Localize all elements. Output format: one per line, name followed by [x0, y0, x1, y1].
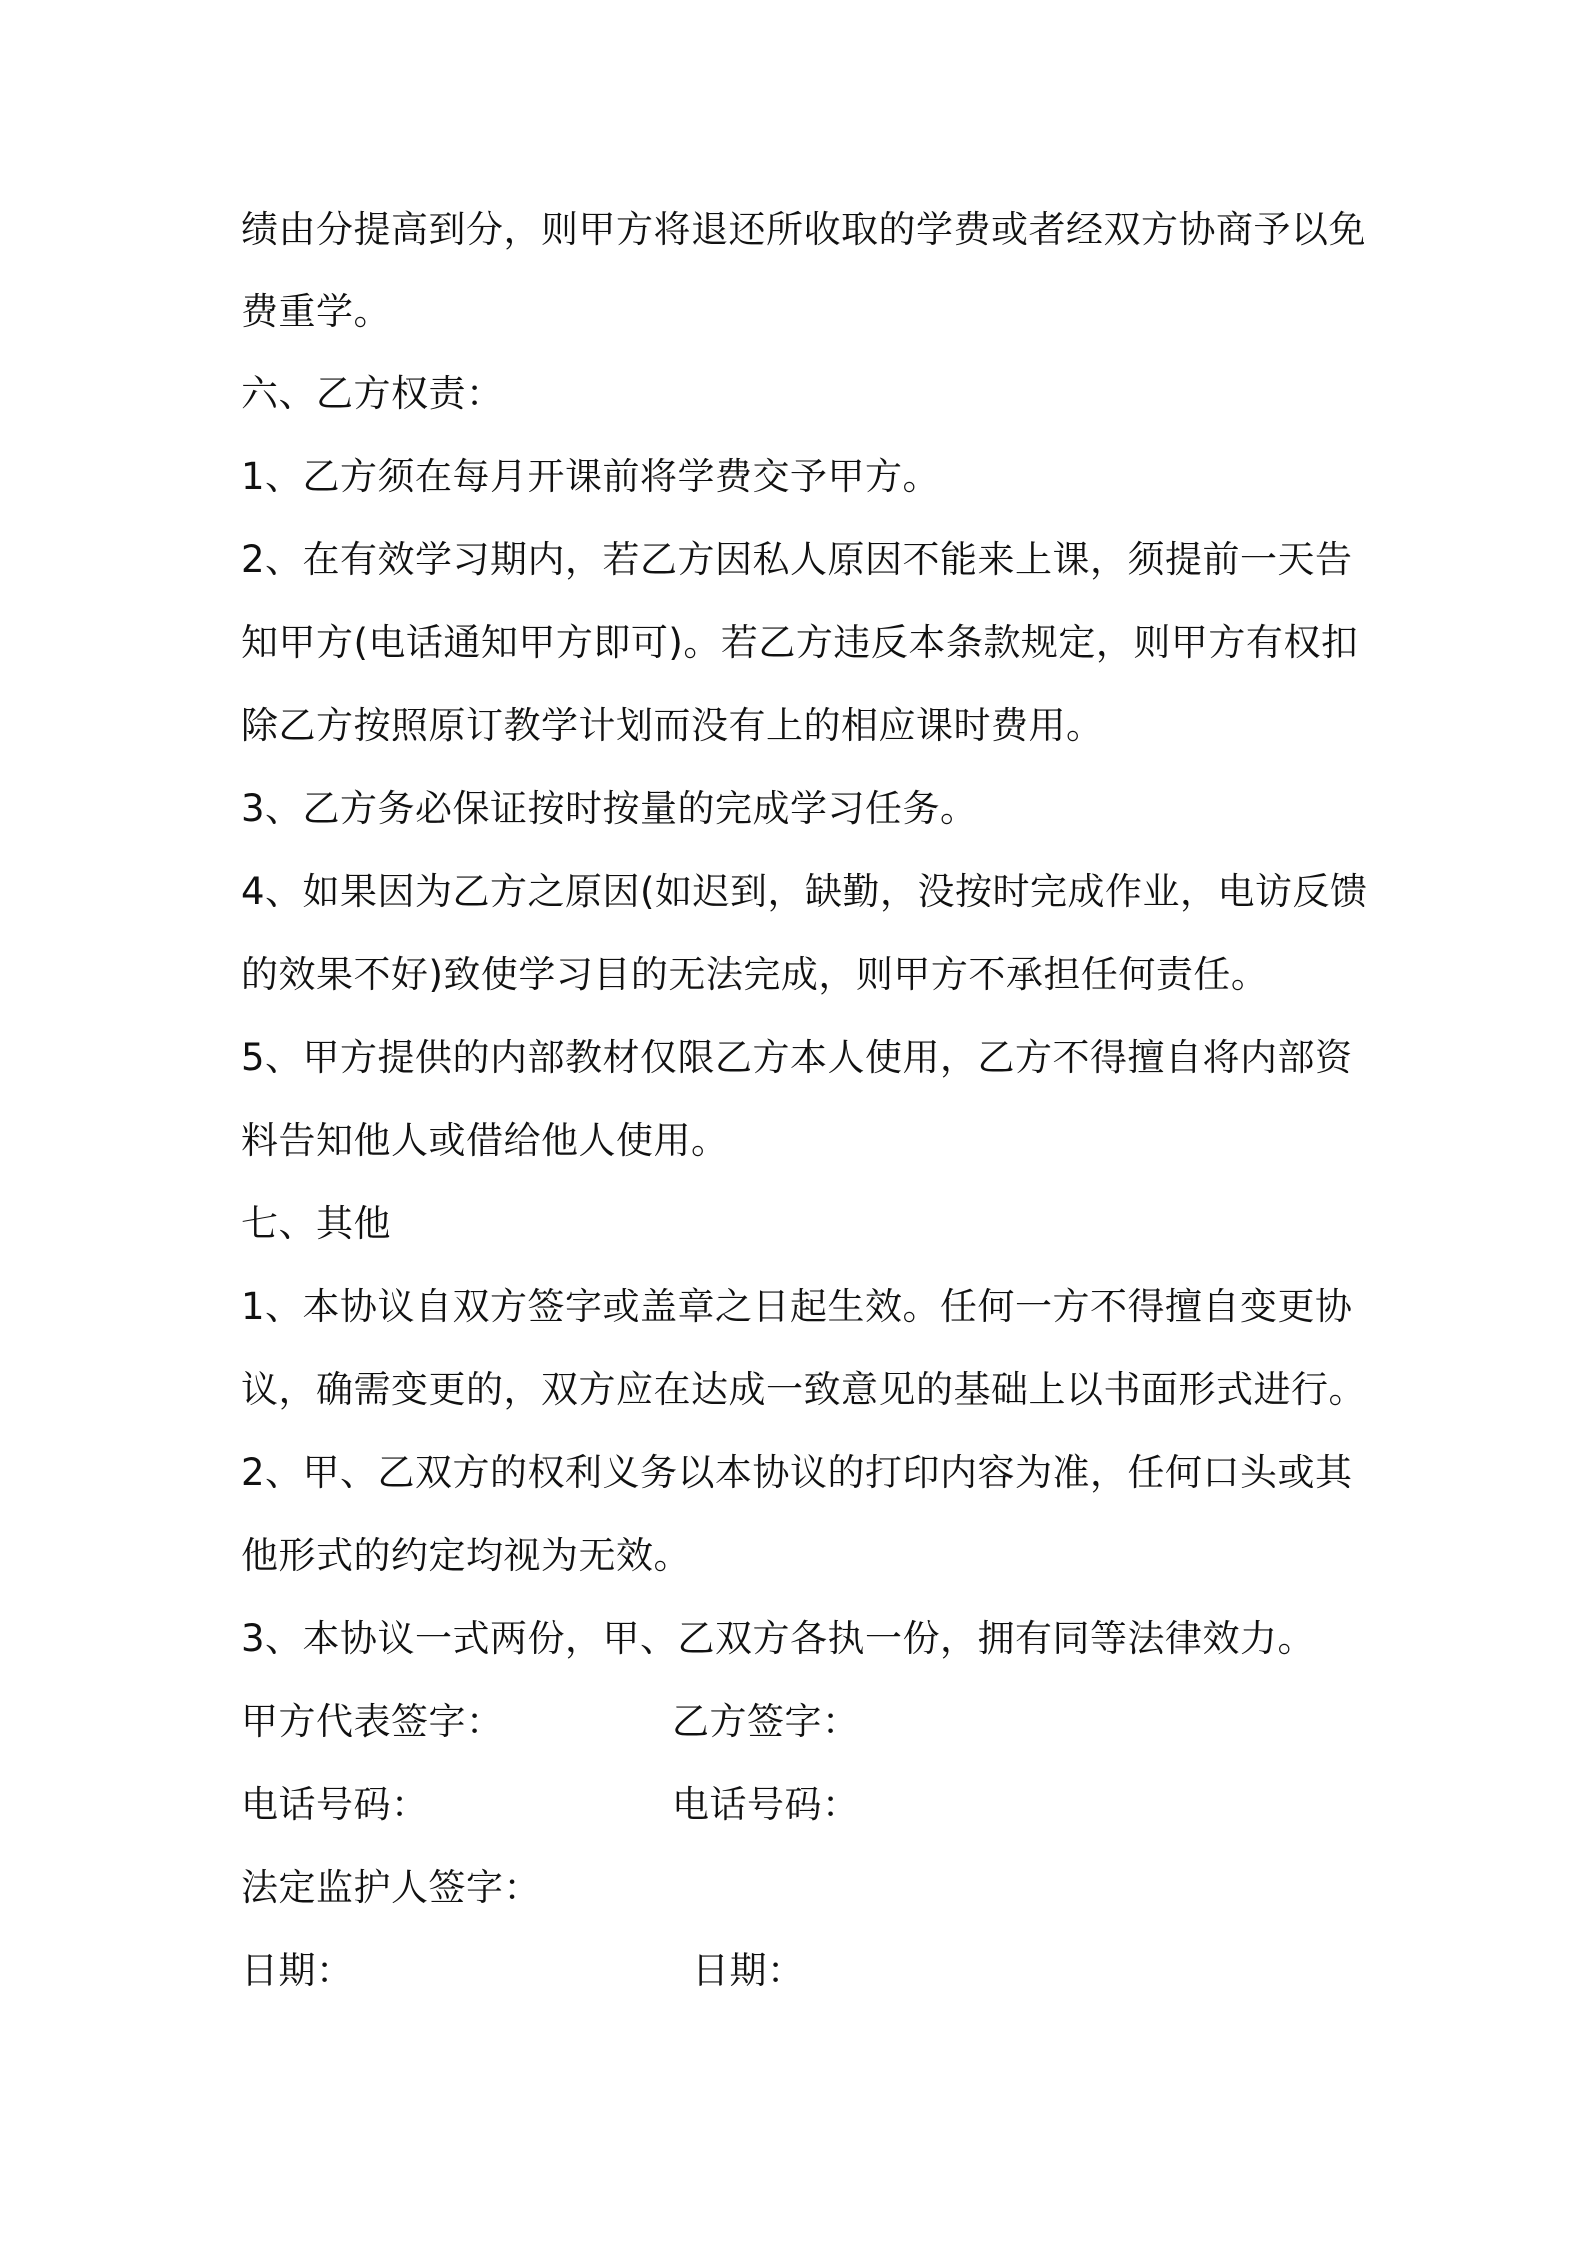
- clause-6-3: 3、乙方务必保证按时按量的完成学习任务。: [241, 787, 978, 830]
- clause-7-2: 2、甲、乙双方的权利义务以本协议的打印内容为准，任何口头或其: [241, 1451, 1353, 1494]
- section-heading-6: 六、乙方权责：: [241, 372, 504, 415]
- clause-6-2-cont: 除乙方按照原订教学计划而没有上的相应课时费用。: [241, 704, 1104, 747]
- clause-6-5: 5、甲方提供的内部教材仅限乙方本人使用，乙方不得擅自将内部资: [241, 1036, 1353, 1079]
- guardian-signature-label: 法定监护人签字：: [241, 1866, 541, 1909]
- clause-7-2-cont: 他形式的约定均视为无效。: [241, 1534, 691, 1577]
- clause-7-1-cont: 议，确需变更的，双方应在达成一致意见的基础上以书面形式进行。: [241, 1368, 1366, 1411]
- clause-7-1: 1、本协议自双方签字或盖章之日起生效。任何一方不得擅自变更协: [241, 1285, 1353, 1328]
- party-b-signature-label: 乙方签字：: [672, 1700, 860, 1743]
- clause-6-2: 2、在有效学习期内，若乙方因私人原因不能来上课，须提前一天告: [241, 538, 1353, 581]
- party-a-phone-label: 电话号码：: [241, 1783, 429, 1826]
- party-a-date-label: 日期：: [241, 1949, 354, 1992]
- clause-6-4-cont: 的效果不好)致使学习目的无法完成，则甲方不承担任何责任。: [241, 953, 1269, 996]
- clause-6-4: 4、如果因为乙方之原因(如迟到，缺勤，没按时完成作业，电访反馈: [241, 870, 1368, 913]
- party-a-rep-signature-label: 甲方代表签字：: [241, 1700, 504, 1743]
- clause-6-5-cont: 料告知他人或借给他人使用。: [241, 1119, 729, 1162]
- clause-6-1: 1、乙方须在每月开课前将学费交予甲方。: [241, 455, 941, 498]
- clause-6-2-cont: 知甲方(电话通知甲方即可)。若乙方违反本条款规定，则甲方有权扣: [241, 621, 1359, 664]
- party-b-date-label: 日期：: [692, 1949, 805, 1992]
- paragraph-line: 费重学。: [241, 290, 391, 333]
- paragraph-line: 绩由分提高到分，则甲方将退还所收取的学费或者经双方协商予以免: [241, 208, 1366, 251]
- section-heading-7: 七、其他: [241, 1202, 391, 1245]
- party-b-phone-label: 电话号码：: [672, 1783, 860, 1826]
- clause-7-3: 3、本协议一式两份，甲、乙双方各执一份，拥有同等法律效力。: [241, 1617, 1316, 1660]
